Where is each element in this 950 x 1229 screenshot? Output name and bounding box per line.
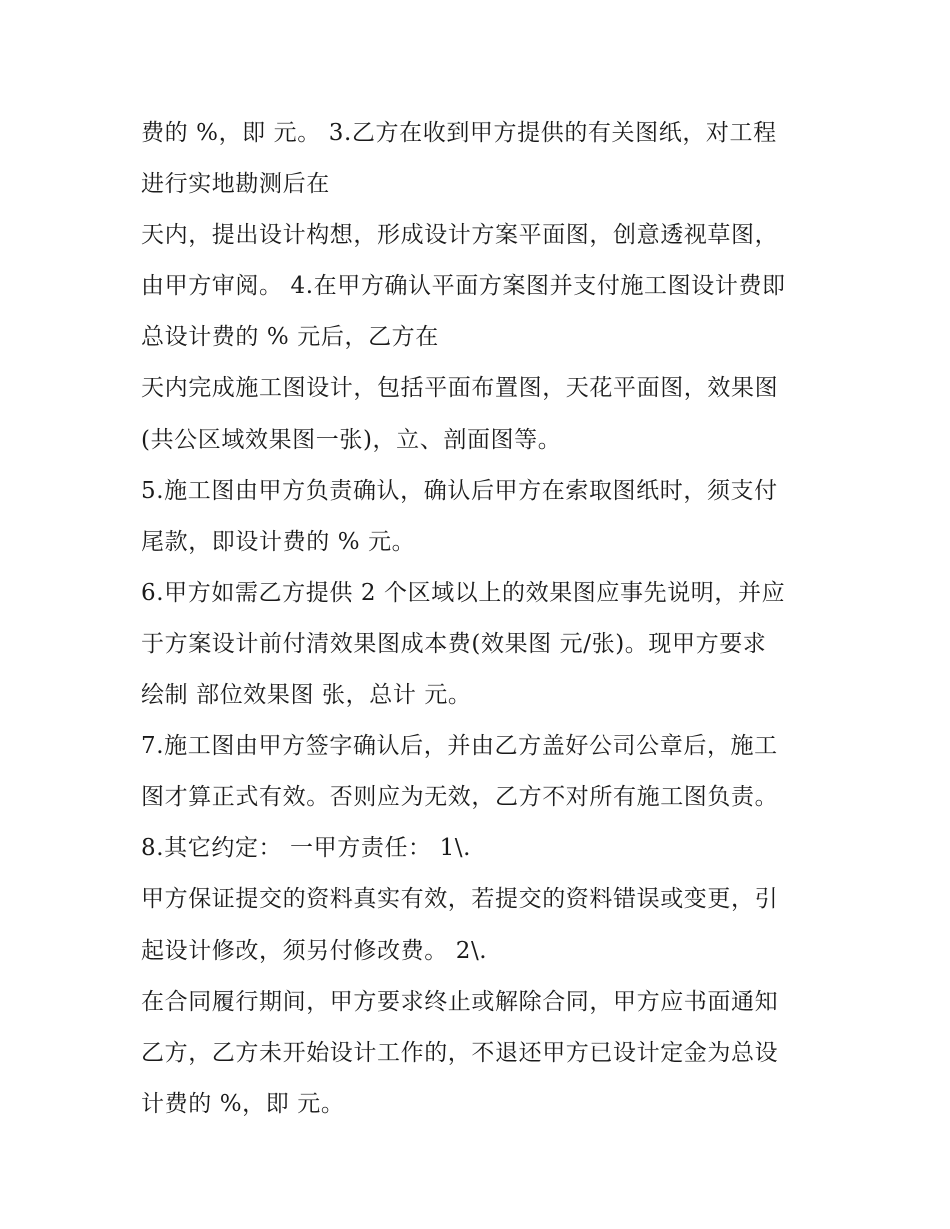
text-line: 尾款，即设计费的 % 元。 (141, 528, 416, 555)
text-line: 甲方保证提交的资料真实有效，若提交的资料错误或变更，引 (141, 886, 779, 913)
text-line: 进行实地勘测后在 (141, 171, 330, 198)
text-line: 由甲方审阅。 4.在甲方确认平面方案图并支付施工图设计费即 (141, 273, 786, 300)
text-line: 绘制 部位效果图 张，总计 元。 (141, 682, 472, 709)
text-line: 费的 %，即 元。 3.乙方在收到甲方提供的有关图纸，对工程 (141, 120, 777, 146)
text-line: (共公区域效果图一张)，立、剖面图等。 (141, 426, 562, 453)
text-line: 乙方，乙方未开始设计工作的，不退还甲方已设计定金为总设 (141, 1039, 779, 1066)
text-line: 天内，提出设计构想，形成设计方案平面图，创意透视草图， (141, 222, 779, 249)
text-line: 图才算正式有效。否则应为无效，乙方不对所有施工图负责。 (141, 784, 779, 811)
text-line: 计费的 %，即 元。 (141, 1090, 345, 1117)
text-line: 6.甲方如需乙方提供 2 个区域以上的效果图应事先说明，并应 (141, 579, 786, 606)
text-line: 7.施工图由甲方签字确认后，并由乙方盖好公司公章后，施工 (141, 733, 778, 760)
text-line: 起设计修改，须另付修改费。 2\. (141, 937, 488, 964)
text-line: 天内完成施工图设计，包括平面布置图，天花平面图，效果图 (141, 375, 779, 402)
text-line: 在合同履行期间，甲方要求终止或解除合同，甲方应书面通知 (141, 988, 779, 1015)
text-line: 5.施工图由甲方负责确认，确认后甲方在索取图纸时，须支付 (141, 477, 778, 504)
text-line: 于方案设计前付清效果图成本费(效果图 元/张)。现甲方要求 (141, 630, 767, 657)
text-line: 总设计费的 % 元后，乙方在 (141, 324, 439, 351)
text-line: 8.其它约定： 一甲方责任： 1\. (141, 835, 472, 862)
document-body (141, 108, 821, 1130)
